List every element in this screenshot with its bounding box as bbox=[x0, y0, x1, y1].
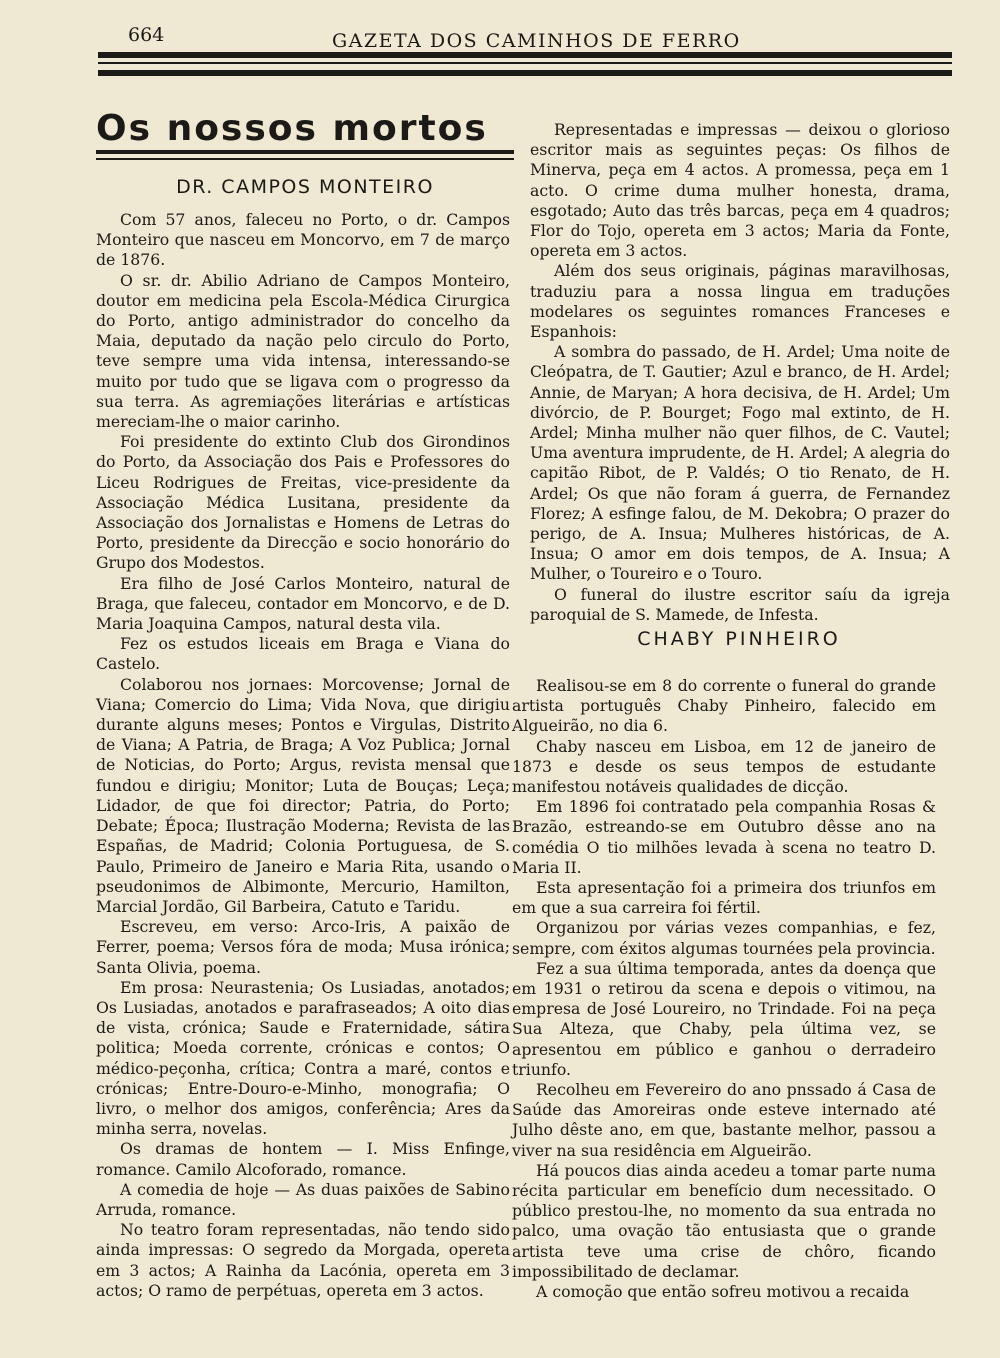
paragraph: O funeral do ilustre escritor saíu da igreja paroquial de S. Mamede, de Infesta. bbox=[530, 584, 950, 624]
paragraph: Realisou-se em 8 do corrente o funeral do grande artista português Chaby Pinheiro, falecido em Algueirão, no dia 6. bbox=[512, 676, 936, 736]
left-column bbox=[96, 210, 510, 1301]
paragraph: A sombra do passado, de H. Ardel; Uma noite de Cleópatra, de T. Gautier; Azul e branco, de H. Ardel; Annie, de Maryan; A hora decisiva, de H. Ardel; Um divórcio, de P. Bourget; Fogo mal extinto, de H. Ardel; Minha mulher não quer filhos, de C. Vautel; Uma aventura imprudente, de H. Ardel; A alegria do capitão Ribot, de P. Valdés; O tio Renato, de H. Ardel; Os que não foram á guerra, de Fernandez Florez; A esfinge falou, de M. Dekobra; O prazer do perigo, de A. Insua; Mulheres históricas, de A. Insua; O amor em dois tempos, de A. Insua; A Mulher, o Toureiro e o Touro. bbox=[530, 342, 950, 584]
header-rule bbox=[98, 70, 952, 76]
heading-rule bbox=[96, 150, 514, 154]
paragraph: Colaborou nos jornaes: Morcovense; Jornal de Viana; Comercio do Lima; Vida Nova, que dirigiu durante alguns meses; Pontos e Virgulas, Distrito de Viana; A Patria, de Braga; A Voz Publica; Jornal de Noticias, do Porto; Argus, revista mensal que fundou e dirigiu; Monitor; Luta de Bouças; Leça; Lidador, de que foi director; Patria, do Porto; Debate; Época; Ilustração Moderna; Revista de las Españas, de Madrid; Colonia Portuguesa, de S. Paulo, Primeiro de Janeiro e Maria Rita, usando o pseudonimos de Albimonte, Mercurio, Hamilton, Marcial Jordão, Gil Barbeira, Catuto e Taridu. bbox=[96, 674, 510, 916]
paragraph: Recolheu em Fevereiro do ano pnssado á Casa de Saúde das Amoreiras onde esteve internado até Julho dêste ano, em que, bastante melhor, passou a viver na sua residência em Algueirão. bbox=[512, 1080, 936, 1160]
heading-rule bbox=[96, 158, 514, 160]
paragraph: Há poucos dias ainda acedeu a tomar parte numa récita particular em benefício dum necessitado. O público prestou-lhe, no momento da sua entrada no palco, uma ovação tão entusiasta que o grande artista teve uma crise de chôro, ficando impossibilitado de declamar. bbox=[512, 1160, 936, 1281]
paragraph: A comoção que então sofreu motivou a recaida bbox=[536, 1282, 910, 1302]
paragraph: Fez os estudos liceais em Braga e Viana do Castelo. bbox=[96, 634, 510, 674]
page-number: 664 bbox=[128, 24, 165, 46]
paragraph: Organizou por várias vezes companhias, e fez, sempre, com éxitos algumas tournées pela provincia. bbox=[512, 918, 936, 958]
paragraph: Esta apresentação foi a primeira dos triunfos em em que a sua carreira foi fértil. bbox=[512, 878, 936, 918]
paragraph: Em 1896 foi contratado pela companhia Rosas & Brazão, estreando-se em Outubro dêsse ano na comédia O tio milhões levada à scena no teatro D. Maria II. bbox=[512, 797, 936, 877]
header-rule bbox=[98, 62, 952, 64]
paragraph: Além dos seus originais, páginas maravilhosas, traduziu para a nossa lingua em traduções modelares os seguintes romances Franceses e Espanhois: bbox=[530, 261, 950, 342]
paragraph: Escreveu, em verso: Arco-Iris, A paixão de Ferrer, poema; Versos fóra de moda; Musa irónica; Santa Olivia, poema. bbox=[96, 917, 510, 977]
running-title: GAZETA DOS CAMINHOS DE FERRO bbox=[332, 30, 741, 52]
paragraph: Em prosa: Neurastenia; Os Lusiadas, anotados; Os Lusiadas, anotados e parafraseados; A oito dias de vista, crónica; Saude e Fraternidade, sátira politica; Moeda corrente, crónicas e contos; O médico-peçonha, crítica; Contra a maré, contos e crónicas; Entre-Douro-e-Minho, monografia; O livro, o melhor dos amigos, conferência; Ares da minha serra, novelas. bbox=[96, 977, 510, 1139]
section-heading: Os nossos mortos bbox=[96, 108, 488, 149]
paragraph: Era filho de José Carlos Monteiro, natural de Braga, que faleceu, contador em Moncorvo, e de D. Maria Joaquina Campos, natural desta vila. bbox=[96, 573, 510, 634]
paragraph: Fez a sua última temporada, antes da doença que em 1931 o retirou da scena e depois o vitimou, na empresa de José Loureiro, no Trindade. Foi na peça Sua Alteza, que Chaby, pela última vez, se apresentou em público e ganhou o derradeiro triunfo. bbox=[512, 958, 936, 1079]
paragraph: Com 57 anos, faleceu no Porto, o dr. Campos Monteiro que nasceu em Moncorvo, em 7 de março de 1876. bbox=[96, 210, 510, 270]
paragraph: O sr. dr. Abilio Adriano de Campos Monteiro, doutor em medicina pela Escola-Médica Cirurgica do Porto, antigo administrador do concelho da Maia, deputado da nação pelo circulo do Porto, teve sempre uma vida intensa, interessando-se muito por tudo que se ligava com o progresso da sua terra. As agremiações literárias e artísticas mereciam-lhe o maior carinho. bbox=[96, 270, 510, 432]
article-title: CHABY PINHEIRO bbox=[637, 628, 841, 650]
article-title: DR. CAMPOS MONTEIRO bbox=[176, 176, 434, 198]
paragraph: A comedia de hoje — As duas paixões de Sabino Arruda, romance. bbox=[96, 1179, 510, 1219]
header-rule bbox=[98, 52, 952, 58]
paragraph: Representadas e impressas — deixou o glorioso escritor mais as seguintes peças: Os filhos de Minerva, peça em 4 actos. A promessa, peça em 1 acto. O crime duma mulher honesta, drama, esgotado; Auto das três barcas, peça em 4 quadros; Flor do Tojo, opereta em 3 actos; Maria da Fonte, opereta em 3 actos. bbox=[530, 120, 950, 261]
paragraph: Chaby nasceu em Lisboa, em 12 de janeiro de 1873 e desde os seus tempos de estudante manifestou notáveis qualidades de dicção. bbox=[512, 736, 936, 797]
paragraph: No teatro foram representadas, não tendo sido ainda impressas: O segredo da Morgada, opereta em 3 actos; A Rainha da Lacónia, opereta em 3 actos; O ramo de perpétuas, opereta em 3 actos. bbox=[96, 1220, 510, 1300]
paragraph: Foi presidente do extinto Club dos Girondinos do Porto, da Associação dos Pais e Professores do Liceu Rodrigues de Freitas, vice-presidente da Associação Médica Lusitana, presidente da Associação dos Jornalistas e Homens de Letras do Porto, presidente da Direcção e socio honorário do Grupo dos Modestos. bbox=[96, 432, 510, 573]
right-column-top bbox=[530, 120, 950, 625]
paragraph: Os dramas de hontem — I. Miss Enfinge, romance. Camilo Alcoforado, romance. bbox=[96, 1139, 510, 1179]
right-column-bottom bbox=[512, 676, 936, 1302]
